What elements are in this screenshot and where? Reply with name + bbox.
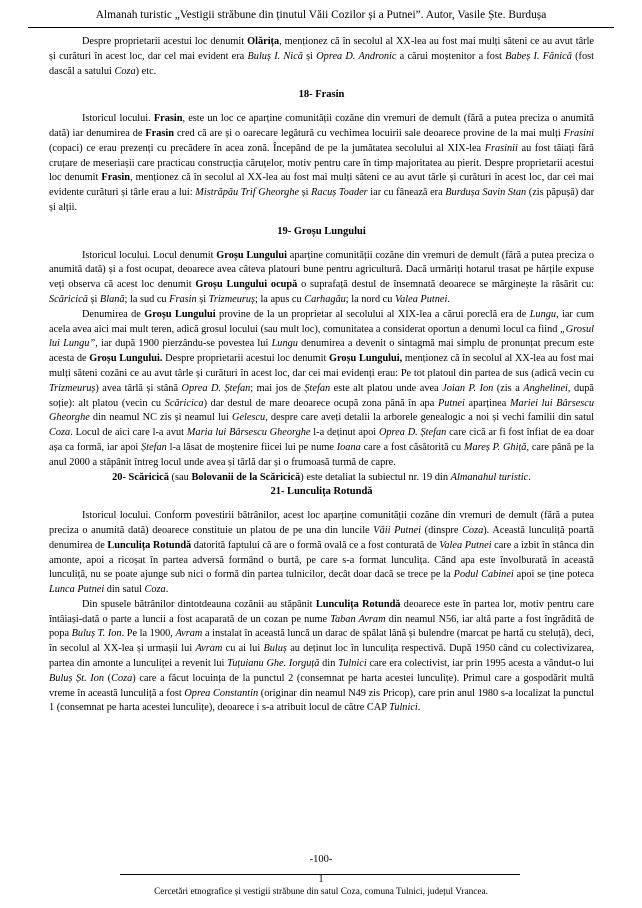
intro-paragraph: Despre proprietarii acestui loc denumit Olărița, menționez că în secolul al XX-lea au fost mai mulți săteni ce au avut târle și curături în acest loc, dar cel mai evident era Buluș I. Nică și Oprea D. Andronic a cărui moștenitor a fost Babeș I. Fănică (fost dascăl a satului Coza) etc. [49, 36, 595, 77]
section-heading-lunculita-rotunda: 21- Lunculița Rotundă [270, 486, 373, 498]
grosu-lungului-paragraph-1: Istoricul locului. Locul denumit Groșu Lungului aparține comunității cozăne din vremuri de demult (fără a putea preciza o anumită dată) și a fost ocupat, deoarece avea câteva platouri bune pentru agricultură. Dacă urmăriți hotarul trasat pe hărțile expuse veți observa că acest loc denumit Groșu Lungului ocupă o suprafață destul de însemnată deoarece se mărginește la răsărit cu: Scăricică și Blană; la sud cu Frasin și Trizmeuruș; la apus cu Carhagău; la nord cu Valea Putnei. [49, 249, 595, 305]
footer-text: Cercetări etnografice și vestigii străbune din satul Coza, comuna Tulnici, județul Vrancea. [154, 887, 488, 897]
section-heading-frasin: 18- Frasin [298, 89, 345, 101]
section-heading-grosu-lungului: 19- Groșu Lungului [277, 225, 366, 237]
document-body [49, 35, 594, 716]
running-head: Almanah turistic „Vestigii străbune din ținutul Văii Cozilor și a Putnei”. Autor, Vasile Ște. Burdușa [95, 9, 547, 21]
grosu-lungului-paragraph-2: Denumirea de Groșu Lungului provine de la un proprietar al secolului al XIX-lea a cărui poreclă era de Lungu, iar cum acela avea aici mai mult teren, adică grosul locului (sau mult loc), comunitatea a considerat oportun a denumi locul ca fiind „Grosul lui Lungu”, iar după 1900 pierzându-se povestea lui Lungu denumirea a devenit o sintagmă mai simplu de pronunțat precum este acesta de Groșu Lungului. Despre proprietarii acestui loc denumit Groșu Lungului, menționez că în secolul al XX-lea au fost mai mulți săteni cozăni ce au avut târle și curături în acest loc, dar cei mai evidenți erau: Pe tot platoul din partea de sus (adică vecin cu Trizmeuruș) avea târlă și stână Oprea D. Ștefan; mai jos de Ștefan este alt platou unde avea Joian P. Ion (zis a Anghelinei, după soție): alt platou (vecin cu Scăricica) dar destul de mare deoarece ocupă zona până în apa Putnei aparținea Mariei lui Bârsescu Gheorghe din neamul NC zis și neamul lui Gelescu, despre care aveți detalii la arborele genealogic a noi și vechi familii din satul Coza. Locul de aici care l-a avut Maria lui Bârsescu Gheorghe l-a deținut apoi Oprea D. Ștefan care cică ar fi fost înfiat de ea doar așa ca formă, iar apoi Ștefan l-a lăsat de moștenire fiicei lui pe nume Ioana care a fost căsătorită cu Mareș P. Ghiță, care până pe la anul 2000 a stăpânit întreg locul unde avea și târlă dar și o frumoasă turmă de capre. [49, 308, 595, 468]
section-heading-scaricica: 20- Scăricică (sau Bolovanii de la Scăricică) este detaliat la subiectul nr. 19 din Almanahul turistic. [112, 471, 531, 483]
page-number: -100- [309, 854, 333, 865]
header-rule [28, 27, 614, 28]
footer-number: 1 [318, 874, 324, 885]
lunculita-paragraph-2: Din spusele bătrânilor dintotdeauna cozănii au stăpânit Lunculița Rotundă deoarece este în partea lor, motiv pentru care întâiași-dată o parte a luncii a fost acaparată de un cozan pe nume Taban Avram din neamul N56, iar altă parte a fost îngrădită de popa Buluș T. Ion. Pe la 1900, Avram a instalat în această luncă un darac de spălat lână și bulendre (marcat pe hartă cu steluță), deci, în secolul al XX-lea și urmașii lui Avram cu ai lui Buluș au deținut loc în lunculița respectivă. După 1950 când cu colectivizarea, partea din amonte a lunculiței a revenit lui Tuțuianu Ghe. Iorguță din Tulnici care era colectivist, iar prin 1995 acesta a vândut-o lui Buluș Șt. Ion (Coza) care a făcut locuința de la punctul 2 (consemnat pe harta acestei lunculițe). Primul care a gospodărit multă vreme în această lunculiță a fost Oprea Constantin (originar din neamul N49 zis Pricop), care prin anul 1980 s-a localizat la punctul 1 (consemnat pe harta acestei lunculițe), deoarece i s-a atribuit locul de către CAP Tulnici. [49, 598, 594, 714]
frasin-paragraph: Istoricul locului. Frasin, este un loc ce aparține comunității cozăne din vremuri de demult (fără a putea preciza o anumită dată) iar denumirea de Frasin cred că are și o oarecare legătură cu vechimea locuirii sale deoarece provine de la mai mulți Frasini (copaci) ce erau prezenți cu precădere în acea zonă. Începând de pe la jumătatea secolului al XIX-lea Frasinii au fost tăiați fără cruțare de meseriașii care practicau construcția căruțelor, motiv pentru care în timp majoritatea au pierit. Despre proprietarii acestui loc denumit Frasin, menționez că în secolul al XX-lea au fost mai mulți săteni ce au avut târle și curături în acest loc, dar cei mai evidente curături și târle erau a lui: Mistrăpău Trif Gheorghe și Racuș Toader iar cu fânează era Burdușa Savin Stan (zis păpușă) dar și alții. [49, 113, 595, 213]
lunculita-paragraph-1: Istoricul locului. Conform povestirii bătrânilor, acest loc aparține comunității cozăne din vremuri de demult (fără a putea preciza o anumită dată) deoarece constituie un platou de pe una din luncile Văii Putnei (dinspre Coza). Această lunculiță poartă denumirea de Lunculița Rotundă datorită faptului că are o formă ovală ce a fost conturată de Valea Putnei care a izbit în stânca din amonte, apoi a ricoșat în partea adversă formând o burtă, pe care s-a format lunculița. Când apa este învolburată în această lunculiță, nu se poate ajunge sub nici o formă din partea tulnicilor, decât doar dacă se trece pe la Podul Cabinei apoi se ține poteca Lunca Putnei din satul Coza. [49, 510, 594, 596]
